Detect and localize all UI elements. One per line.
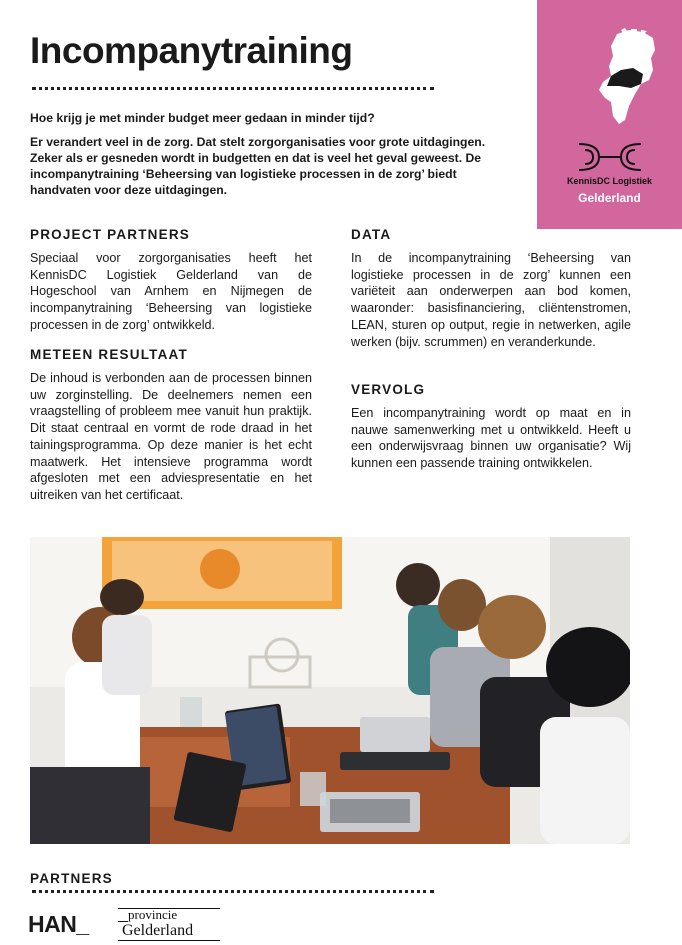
text-vervolg: Een incompanytraining wordt op maat en in nauwe samenwerking met u ontwikkeld. Heeft u een onderwijsvraag binnen uw organisatie? Wij kunnen een passende training ontwikkelen. bbox=[351, 406, 631, 471]
gelderland-label: Gelderland bbox=[122, 922, 194, 939]
heading-partners: PARTNERS bbox=[30, 871, 113, 886]
intro-paragraph: Er verandert veel in de zorg. Dat stelt zorgorganisaties voor grote uitdagingen. Zeker als er gesneden wordt in budgetten en dat is veel het geval geweest. De incompanytraining ‘Beheersing van logistieke processen in de zorg’ biedt handvaten voor deze uitdagingen. bbox=[30, 135, 486, 197]
badge-org-name: KennisDC Logistiek bbox=[566, 176, 652, 186]
text-meteen-resultaat: De inhoud is verbonden aan de processen binnen uw zorginstelling. De deelnemers nemen een vraagstelling of probleem mee vanuit hun praktijk. Dit staat centraal en vormt de rode draad in het tainingsprogramma. Op deze manier is het echt maatwerk. Het intensieve programma wordt afgesloten met een adviespresentatie en het uitreiken van het certificaat. bbox=[30, 371, 312, 502]
text-data: In de incompanytraining ‘Beheersing van logistieke processen in de zorg’ kunnen een variëteit aan onderwerpen aan bod komen, waaronder: basisfinanciering, cliëntenstromen, LEAN, sturen op output, regie in netwerken, agile werken (bijv. scrummen) en veranderkunde. bbox=[351, 251, 631, 349]
netherlands-map-icon bbox=[597, 28, 657, 126]
heading-meteen-resultaat: METEEN RESULTAAT bbox=[30, 347, 188, 362]
provincie-gelderland-logo bbox=[118, 905, 220, 941]
provincie-label: provincie bbox=[128, 907, 178, 922]
kennisdc-logo-icon bbox=[577, 140, 643, 174]
partners-divider bbox=[32, 890, 434, 893]
han-logo: HAN_ bbox=[28, 911, 89, 937]
kennisdc-badge bbox=[537, 0, 682, 229]
badge-region: Gelderland bbox=[578, 191, 641, 205]
heading-project-partners: PROJECT PARTNERS bbox=[30, 227, 190, 242]
team-photo bbox=[30, 537, 630, 844]
intro-question: Hoe krijg je met minder budget meer gedaan in minder tijd? bbox=[30, 111, 375, 125]
page-title: Incompanytraining bbox=[30, 30, 353, 71]
heading-data: DATA bbox=[351, 227, 392, 242]
heading-vervolg: VERVOLG bbox=[351, 382, 426, 397]
title-divider bbox=[32, 87, 434, 90]
text-project-partners: Speciaal voor zorgorganisaties heeft het KennisDC Logistiek Gelderland van de Hogeschool van Arnhem en Nijmegen de incompanytraining ‘Beheersing van logistieke processen in de zorg’ ontwikkeld. bbox=[30, 251, 312, 332]
